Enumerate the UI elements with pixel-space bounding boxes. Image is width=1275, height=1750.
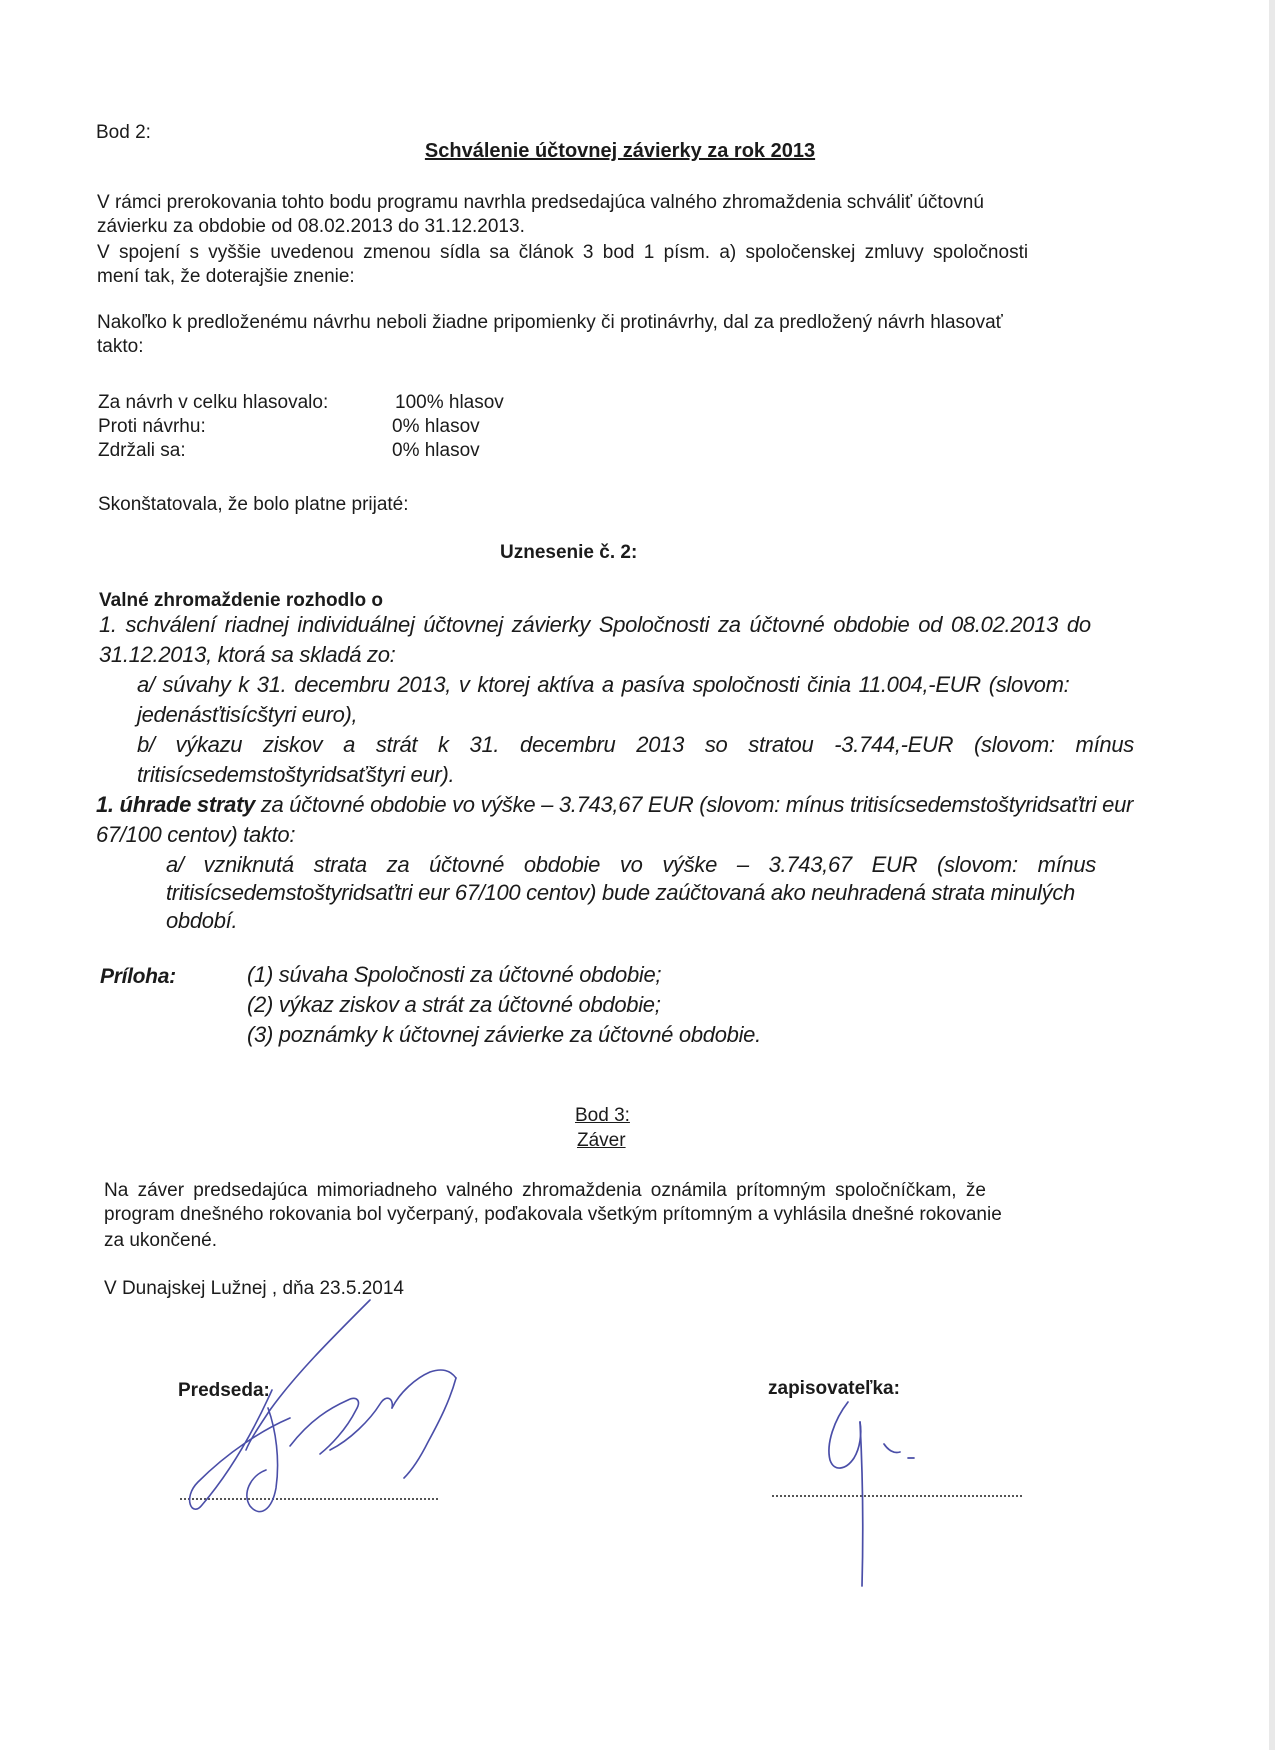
vote-value-for: 100% hlasov [395, 392, 504, 413]
vote-label-abstained: Zdržali sa: [98, 440, 186, 461]
resolution-title: Uznesenie č. 2: [500, 542, 638, 563]
resolution-item2-line2: 67/100 centov) takto: [96, 822, 296, 847]
resolution-b-line1: b/ výkazu ziskov a strát k 31. decembru 2013 so stratou -3.744,-EUR (slovom: mínus [137, 732, 1134, 757]
signature-label-chair: Predseda: [178, 1380, 270, 1401]
resolution-c-line3: období. [166, 908, 238, 933]
resolution-a-line2: jedenásťtisícštyri euro), [137, 702, 358, 727]
conclusion-intro: Skonštatovala, že bolo platne prijaté: [98, 494, 409, 515]
closing-title: Záver [577, 1130, 626, 1151]
place-date: V Dunajskej Lužnej , dňa 23.5.2014 [104, 1278, 404, 1299]
intro-line-5: Nakoľko k predloženému návrhu neboli žiadne pripomienky či protinávrhy, dal za predložený návrh hlasovať [97, 312, 1003, 333]
attachment-item-2: (2) výkaz ziskov a strát za účtovné obdobie; [247, 992, 661, 1017]
resolution-item1-line1: 1. schválení riadnej individuálnej účtovnej závierky Spoločnosti za účtovné obdobie od 08.02.2013 do [99, 612, 1091, 637]
vote-label-against: Proti návrhu: [98, 416, 206, 437]
resolution-decided: Valné zhromaždenie rozhodlo o [99, 590, 383, 611]
resolution-a-line1: a/ súvahy k 31. decembru 2013, v ktorej aktíva a pasíva spoločnosti činia 11.004,-EUR (slovom: [137, 672, 1070, 697]
vote-value-against: 0% hlasov [392, 416, 480, 437]
intro-line-3: V spojení s vyššie uvedenou zmenou sídla sa článok 3 bod 1 písm. a) spoločenskej zmluvy spoločnosti [97, 242, 1029, 263]
signature-label-recorder: zapisovateľka: [768, 1378, 900, 1399]
resolution-c-line2: tritisícsedemstoštyridsaťtri eur 67/100 centov) bude zaúčtovaná ako neuhradená strata minulých [166, 880, 1075, 905]
resolution-item2-bold: 1. úhrade straty [96, 792, 256, 817]
resolution-item1-line2: 31.12.2013, ktorá sa skladá zo: [99, 642, 396, 667]
section-title: Schválenie účtovnej závierky za rok 2013 [424, 140, 816, 162]
vote-label-for: Za návrh v celku hlasovalo: [98, 392, 329, 413]
resolution-item2-rest: za účtovné obdobie vo výške – 3.743,67 EUR (slovom: mínus tritisícsedemstoštyridsaťtri eur [255, 792, 1134, 817]
resolution-b-line2: tritisícsedemstoštyridsaťštyri eur). [137, 762, 455, 787]
resolution-item2-line1 [96, 792, 1133, 818]
attachment-item-3: (3) poznámky k účtovnej závierke za účtovné obdobie. [247, 1022, 761, 1047]
closing-line-3: za ukončené. [104, 1230, 218, 1251]
scan-edge [1269, 0, 1275, 1750]
vote-value-abstained: 0% hlasov [392, 440, 480, 461]
closing-line-2: program dnešného rokovania bol vyčerpaný, poďakovala všetkým prítomným a vyhlásila dnešné rokovanie [104, 1204, 1002, 1225]
intro-line-6: takto: [97, 336, 144, 357]
attachments-label: Príloha: [100, 965, 176, 988]
chair-signature-image [180, 1300, 520, 1560]
section-number-bod-2: Bod 2: [96, 122, 151, 143]
closing-line-1: Na záver predsedajúca mimoriadneho valného zhromaždenia oznámila prítomným spoločníčkam, že [104, 1180, 986, 1201]
intro-line-1: V rámci prerokovania tohto bodu programu navrhla predsedajúca valného zhromaždenia schváliť účtovnú [97, 192, 984, 213]
intro-line-2: závierku za obdobie od 08.02.2013 do 31.12.2013. [97, 216, 525, 237]
attachment-item-1: (1) súvaha Spoločnosti za účtovné obdobie; [247, 962, 662, 987]
intro-line-4: mení tak, že doterajšie znenie: [97, 266, 355, 287]
closing-bod-3: Bod 3: [575, 1105, 630, 1126]
resolution-c-line1: a/ vzniknutá strata za účtovné obdobie vo výške – 3.743,67 EUR (slovom: mínus [166, 852, 1096, 877]
recorder-signature-image [820, 1400, 930, 1590]
